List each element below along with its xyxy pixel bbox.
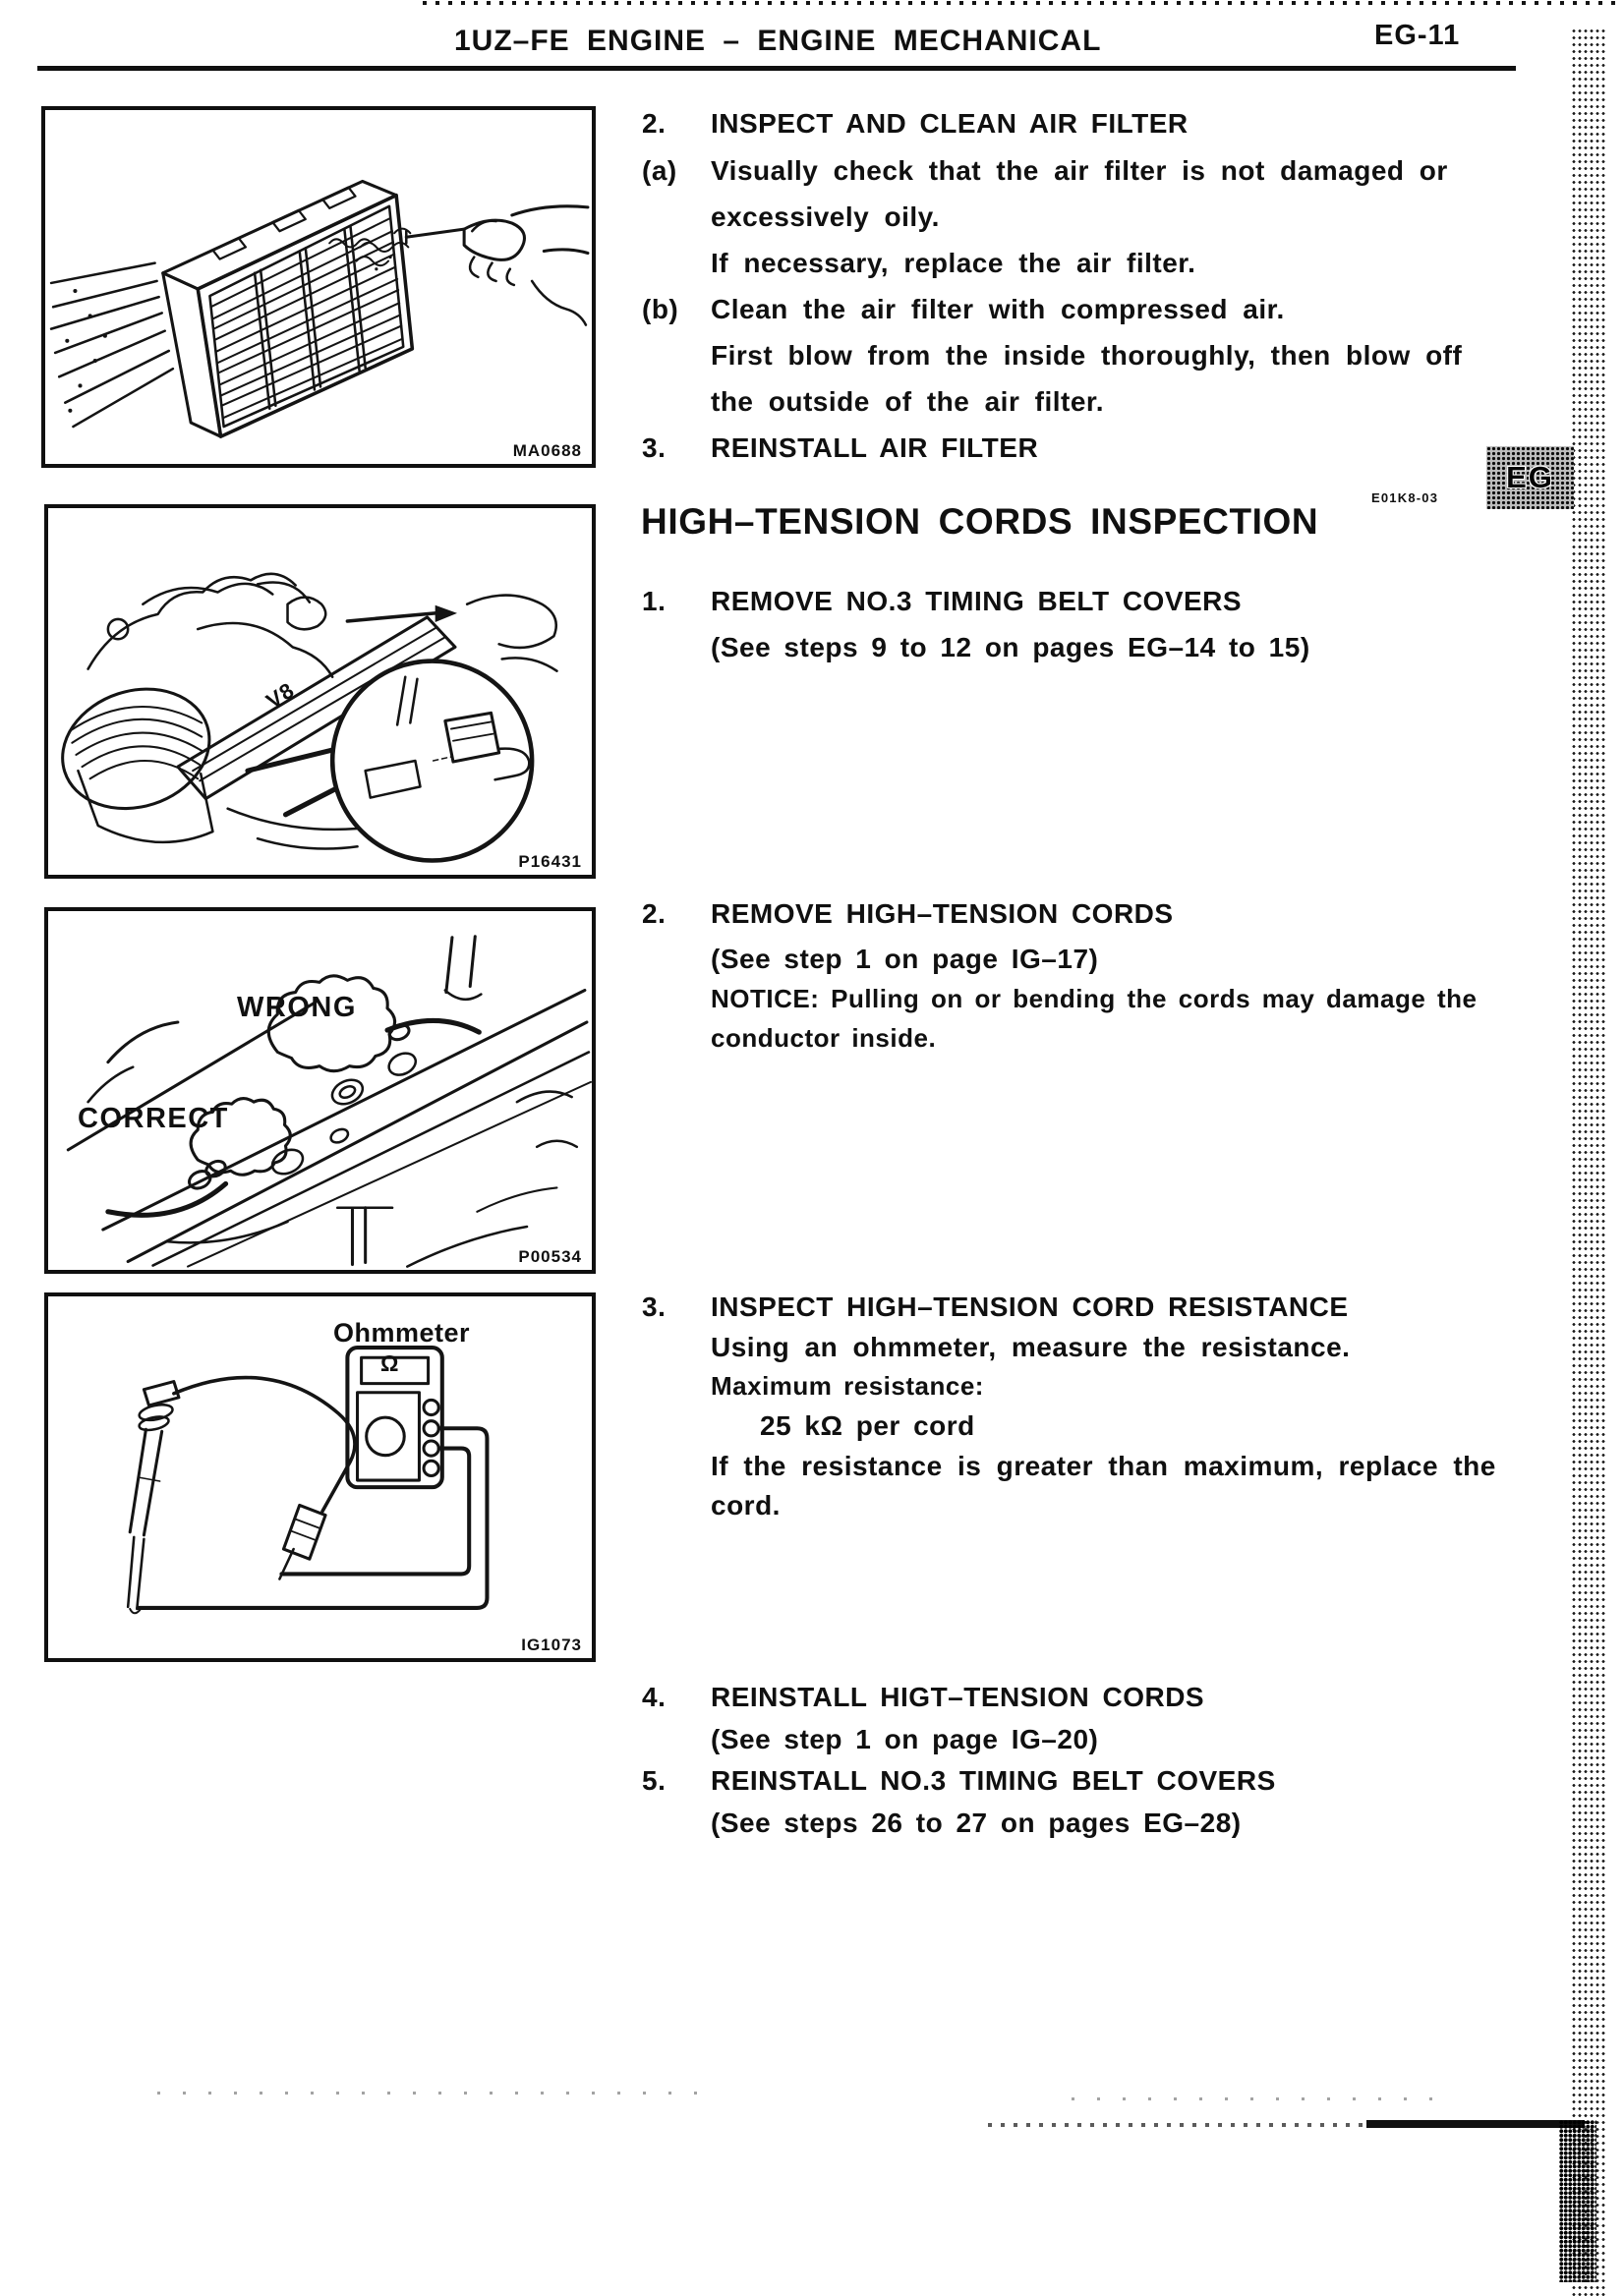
figure-cord-handling (44, 907, 596, 1274)
figure-engine-inset (44, 504, 596, 879)
high-tension-cord (128, 1378, 355, 1614)
step-title-inspect-air-filter: INSPECT AND CLEAN AIR FILTER (711, 108, 1189, 139)
step-number: 3. (642, 432, 667, 463)
scan-noise-row (1072, 2097, 1445, 2100)
step-title-remove-ht-cords: REMOVE HIGH–TENSION CORDS (711, 898, 1174, 929)
text-line: cord. (711, 1490, 781, 1521)
step-number: 1. (642, 586, 667, 616)
section-heading-ht-cords: HIGH–TENSION CORDS INSPECTION (641, 501, 1319, 542)
ohmmeter-illustration (48, 1296, 592, 1658)
step-number: 3. (642, 1292, 667, 1322)
text-line: If necessary, replace the air filter. (711, 248, 1196, 278)
text-line: excessively oily. (711, 201, 940, 232)
step-reference: (See step 1 on page IG–20) (711, 1724, 1099, 1754)
correct-label: CORRECT (78, 1103, 229, 1134)
figure-code: IG1073 (521, 1636, 582, 1654)
figure-ohmmeter (44, 1292, 596, 1662)
air-gun-and-hand (406, 206, 588, 325)
scan-noise-row (157, 2092, 708, 2095)
air-spray-squiggles (329, 229, 410, 266)
spec-value: 25 kΩ per cord (760, 1410, 975, 1441)
step-title-reinstall-air-filter: REINSTALL AIR FILTER (711, 432, 1039, 463)
page-title: 1UZ–FE ENGINE – ENGINE MECHANICAL (454, 25, 1102, 57)
valve-cover-text: V8 (261, 677, 300, 714)
figure-air-filter (41, 106, 596, 468)
step-title-reinstall-belt-covers: REINSTALL NO.3 TIMING BELT COVERS (711, 1765, 1276, 1796)
figure-code: MA0688 (512, 441, 582, 460)
scan-artifact-bar (1559, 2120, 1596, 2282)
item-label: (a) (642, 155, 677, 186)
step-number: 4. (642, 1682, 667, 1712)
scan-edge-dots-top (423, 1, 1624, 5)
step-number: 2. (642, 108, 667, 139)
ohmmeter-label: Ohmmeter (333, 1318, 471, 1348)
air-cleaner (48, 670, 225, 842)
section-tab-eg: EG (1486, 446, 1574, 509)
direction-arrow (347, 605, 457, 622)
step-number: 2. (642, 898, 667, 929)
notice-line: conductor inside. (711, 1023, 937, 1053)
text-line: If the resistance is greater than maximum, replace the (711, 1451, 1496, 1481)
step-number: 5. (642, 1765, 667, 1796)
step-reference: (See step 1 on page IG–17) (711, 944, 1099, 974)
spec-label: Maximum resistance: (711, 1371, 984, 1401)
wrong-label: WRONG (237, 992, 357, 1023)
filter-body (163, 181, 413, 436)
figure-code: P16431 (518, 852, 582, 871)
step-reference: (See steps 26 to 27 on pages EG–28) (711, 1808, 1242, 1838)
step-reference: (See steps 9 to 12 on pages EG–14 to 15) (711, 632, 1310, 662)
header-rule (37, 66, 1516, 71)
figure-code: P00534 (518, 1247, 582, 1266)
scan-edge-strip-right (1571, 28, 1606, 2296)
step-title-inspect-resistance: INSPECT HIGH–TENSION CORD RESISTANCE (711, 1292, 1349, 1322)
air-filter-illustration (45, 110, 592, 464)
scan-artifact-line (1366, 2120, 1585, 2128)
section-code: E01K8-03 (1371, 490, 1439, 505)
text-line: the outside of the air filter. (711, 386, 1105, 417)
engine-illustration (48, 508, 592, 875)
text-line: Using an ohmmeter, measure the resistance. (711, 1332, 1351, 1362)
air-exit-lines (51, 263, 173, 427)
step-title-remove-belt-covers: REMOVE NO.3 TIMING BELT COVERS (711, 586, 1243, 616)
ohm-symbol: Ω (380, 1350, 399, 1376)
text-line: Visually check that the air filter is not damaged or (711, 155, 1448, 186)
text-line: First blow from the inside thoroughly, then blow off (711, 340, 1463, 371)
step-title-reinstall-ht-cords: REINSTALL HIGT–TENSION CORDS (711, 1682, 1205, 1712)
scan-artifact-dotted-line (988, 2123, 1371, 2127)
notice-line: NOTICE: Pulling on or bending the cords may damage the (711, 984, 1478, 1013)
inset-circle (332, 661, 532, 861)
cord-handling-illustration (48, 911, 592, 1270)
item-label: (b) (642, 294, 679, 324)
page-number: EG-11 (1374, 20, 1461, 51)
text-line: Clean the air filter with compressed air. (711, 294, 1285, 324)
